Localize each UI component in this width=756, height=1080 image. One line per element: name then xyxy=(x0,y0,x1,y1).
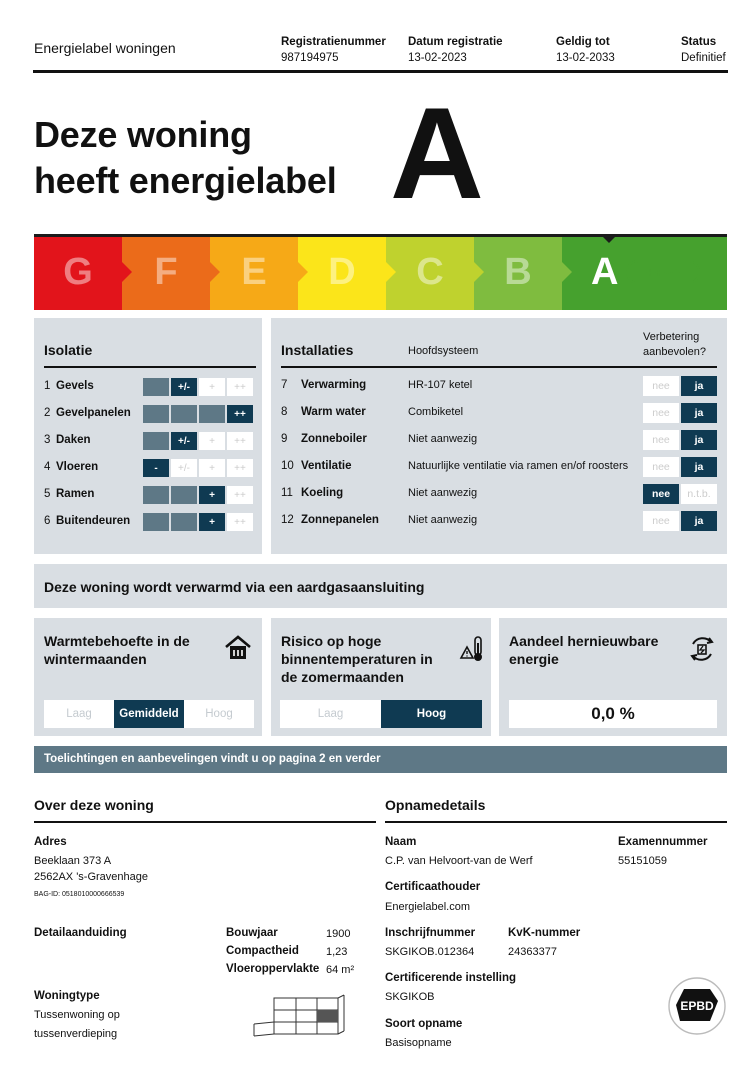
recommendation-indicator xyxy=(643,403,717,423)
kvk-label: KvK-nummer xyxy=(508,927,581,939)
epbd-logo-text: EPBD xyxy=(680,999,714,1013)
recommendation-indicator xyxy=(643,511,717,531)
isolatie-title: Isolatie xyxy=(44,342,93,358)
rating-cell: - xyxy=(143,459,169,477)
isolatie-row xyxy=(44,486,256,504)
installaties-panel xyxy=(271,318,727,554)
hernieuwbaar-panel xyxy=(499,618,727,736)
registration-label: Registratienummer xyxy=(281,36,386,48)
rating-cell xyxy=(171,486,197,504)
vloeroppervlakte-label: Vloeroppervlakte xyxy=(226,963,320,975)
row-label: Gevelpanelen xyxy=(56,407,131,419)
status-label: Status xyxy=(681,36,717,48)
segment-arrow xyxy=(474,262,484,282)
detail-label: Detailaanduiding xyxy=(34,927,127,939)
epbd-logo xyxy=(666,975,728,1042)
hernieuwbaar-value: 0,0 % xyxy=(509,700,717,728)
installaties-title: Installaties xyxy=(281,342,354,358)
energy-class-letter: A xyxy=(591,250,619,293)
energy-class-f xyxy=(122,234,210,310)
certificaathouder-value: Energielabel.com xyxy=(385,901,470,913)
installatie-row xyxy=(281,403,721,423)
installatie-row xyxy=(281,484,721,504)
row-number: 2 xyxy=(44,407,51,419)
rating-cells xyxy=(143,378,253,396)
opname-rule xyxy=(385,821,727,823)
rating-cell xyxy=(143,405,169,423)
rating-cell: ++ xyxy=(227,513,253,531)
row-number: 5 xyxy=(44,488,51,500)
energy-class-letter: C xyxy=(416,250,444,293)
verbetering-header: Verbetering aanbevolen? xyxy=(643,331,707,358)
rating-cell: ++ xyxy=(227,405,253,423)
rating-cell: +/- xyxy=(171,378,197,396)
energy-scale-top-line xyxy=(34,234,727,237)
compactheid-value: 1,23 xyxy=(326,946,348,958)
rating-cell: + xyxy=(199,459,225,477)
house-heat-icon xyxy=(224,634,252,667)
row-number: 4 xyxy=(44,461,51,473)
rating-cells xyxy=(143,513,253,531)
isolatie-row xyxy=(44,459,256,477)
rating-cells xyxy=(143,405,253,423)
yes-option: ja xyxy=(681,376,717,396)
row-number: 9 xyxy=(281,433,288,445)
row-label: Verwarming xyxy=(301,379,367,391)
rating-cell xyxy=(171,513,197,531)
energy-class-b xyxy=(474,234,562,310)
no-option: nee xyxy=(643,484,679,504)
instelling-label: Certificerende instelling xyxy=(385,972,517,984)
warmte-panel xyxy=(34,618,262,736)
rating-cell: + xyxy=(199,432,225,450)
soort-opname-label: Soort opname xyxy=(385,1018,463,1030)
heating-banner-text: Deze woning wordt verwarmd via een aardgasaansluiting xyxy=(44,579,425,595)
segment-arrow xyxy=(298,262,308,282)
row-number: 7 xyxy=(281,379,288,391)
woningtype-line-2: tussenverdieping xyxy=(34,1028,118,1040)
no-option: nee xyxy=(643,403,679,423)
registration-value: 987194975 xyxy=(281,52,339,64)
rating-cells xyxy=(143,486,253,504)
header-divider xyxy=(33,70,728,73)
rating-cell: + xyxy=(199,378,225,396)
energy-class-d xyxy=(298,234,386,310)
risico-option-laag: Laag xyxy=(280,700,381,728)
adres-label: Adres xyxy=(34,836,67,848)
rating-cell xyxy=(171,405,197,423)
row-number: 6 xyxy=(44,515,51,527)
isolatie-row xyxy=(44,513,256,531)
isolatie-panel xyxy=(34,318,262,554)
yes-option: ja xyxy=(681,457,717,477)
woningtype-line-1: Tussenwoning op xyxy=(34,1009,120,1021)
plus-indicator: ++++ xyxy=(626,260,700,284)
rating-cell xyxy=(143,432,169,450)
bouwjaar-label: Bouwjaar xyxy=(226,927,278,939)
row-system: Niet aanwezig xyxy=(408,487,478,499)
row-system: Natuurlijke ventilatie via ramen en/of roosters xyxy=(408,460,629,472)
no-option: nee xyxy=(643,457,679,477)
installatie-row xyxy=(281,430,721,450)
energy-class-a xyxy=(562,234,727,310)
risico-option-hoog: Hoog xyxy=(381,700,482,728)
row-label: Zonnepanelen xyxy=(301,514,379,526)
installatie-row xyxy=(281,511,721,531)
warmte-scale xyxy=(44,700,254,728)
naam-value: C.P. van Helvoort-van de Werf xyxy=(385,855,533,867)
row-label: Buitendeuren xyxy=(56,515,131,527)
warmte-title: Warmtebehoefte in de wintermaanden xyxy=(44,633,190,667)
risico-scale xyxy=(280,700,482,728)
naam-label: Naam xyxy=(385,836,417,848)
rating-cell: + xyxy=(199,486,225,504)
rating-cell: ++ xyxy=(227,432,253,450)
risico-title: Risico op hoge binnentemperaturen in de zomermaanden xyxy=(281,633,433,685)
headline-line-1: Deze woning xyxy=(34,114,252,155)
warmte-option-hoog: Hoog xyxy=(184,700,254,728)
rating-cells xyxy=(143,432,253,450)
nvt-option: n.t.b. xyxy=(681,484,717,504)
row-number: 11 xyxy=(281,487,293,499)
rating-cell: ++ xyxy=(227,486,253,504)
opname-title: Opnamedetails xyxy=(385,797,486,813)
date-label: Datum registratie xyxy=(408,36,503,48)
energy-label-letter: A xyxy=(390,80,484,226)
renewable-cycle-icon xyxy=(687,634,717,669)
no-option: nee xyxy=(643,430,679,450)
examen-label: Examennummer xyxy=(618,836,708,848)
segment-arrow xyxy=(562,262,572,282)
rating-cell xyxy=(143,486,169,504)
row-label: Warm water xyxy=(301,406,366,418)
no-option: nee xyxy=(643,376,679,396)
risico-panel xyxy=(271,618,491,736)
row-label: Vloeren xyxy=(56,461,99,473)
energy-class-letter: F xyxy=(154,250,178,293)
status-value: Definitief xyxy=(681,52,726,64)
yes-option: ja xyxy=(681,511,717,531)
apartment-building-icon xyxy=(252,994,348,1045)
date-value: 13-02-2023 xyxy=(408,52,467,64)
energy-class-c xyxy=(386,234,474,310)
kvk-value: 24363377 xyxy=(508,946,557,958)
energy-class-letter: E xyxy=(241,250,267,293)
recommendation-indicator xyxy=(643,430,717,450)
energy-class-letter: B xyxy=(504,250,532,293)
row-label: Koeling xyxy=(301,487,344,499)
headline-line-2: heeft energielabel xyxy=(34,160,337,201)
recommendation-indicator xyxy=(643,376,717,396)
toelichting-note: Toelichtingen en aanbevelingen vindt u op pagina 2 en verder xyxy=(34,746,727,773)
examen-value: 55151059 xyxy=(618,855,667,867)
soort-opname-value: Basisopname xyxy=(385,1037,452,1049)
woningtype-label: Woningtype xyxy=(34,990,100,1002)
row-number: 1 xyxy=(44,380,51,392)
valid-until xyxy=(556,34,615,66)
segment-arrow xyxy=(386,262,396,282)
row-system: Niet aanwezig xyxy=(408,514,478,526)
yes-option: ja xyxy=(681,430,717,450)
bouwjaar-value: 1900 xyxy=(326,928,351,940)
rating-cell xyxy=(143,378,169,396)
energy-class-letter: G xyxy=(63,250,93,293)
status xyxy=(681,34,726,66)
row-system: Combiketel xyxy=(408,406,464,418)
installaties-rule xyxy=(281,366,717,368)
rating-cell: ++ xyxy=(227,459,253,477)
rating-cell: + xyxy=(199,513,225,531)
row-label: Ventilatie xyxy=(301,460,352,472)
energy-class-e xyxy=(210,234,298,310)
compactheid-label: Compactheid xyxy=(226,945,299,957)
registration-number xyxy=(281,34,386,66)
rating-cell xyxy=(199,405,225,423)
inschrijfnummer-value: SKGIKOB.012364 xyxy=(385,946,475,958)
heating-banner xyxy=(34,564,727,608)
bag-id: BAG-ID: 0518010000666539 xyxy=(34,891,125,898)
isolatie-rule xyxy=(44,366,256,368)
inschrijfnummer-label: Inschrijfnummer xyxy=(385,927,476,939)
row-system: HR-107 ketel xyxy=(408,379,473,391)
certificaathouder-label: Certificaathouder xyxy=(385,881,481,893)
rating-cell: ++ xyxy=(227,378,253,396)
registration-date xyxy=(408,34,503,66)
row-system: Niet aanwezig xyxy=(408,433,478,445)
valid-value: 13-02-2033 xyxy=(556,52,615,64)
row-label: Zonneboiler xyxy=(301,433,367,445)
energy-class-g xyxy=(34,234,122,310)
headline xyxy=(34,112,337,204)
hoofdsysteem-header: Hoofdsysteem xyxy=(408,345,479,357)
adres-line-1: Beeklaan 373 A xyxy=(34,855,112,867)
warmte-option-gemiddeld: Gemiddeld xyxy=(114,700,184,728)
no-option: nee xyxy=(643,511,679,531)
over-woning-title: Over deze woning xyxy=(34,797,154,813)
recommendation-indicator xyxy=(643,457,717,477)
rating-cell: +/- xyxy=(171,432,197,450)
yes-option: ja xyxy=(681,403,717,423)
segment-arrow xyxy=(122,262,132,282)
isolatie-row xyxy=(44,405,256,423)
row-number: 10 xyxy=(281,460,294,472)
vloeroppervlakte-value: 64 m² xyxy=(326,964,355,976)
adres-line-2: 2562AX 's-Gravenhage xyxy=(34,871,149,883)
row-label: Daken xyxy=(56,434,91,446)
rating-cells xyxy=(143,459,253,477)
document-title: Energielabel woningen xyxy=(34,40,176,56)
thermometer-warning-icon xyxy=(459,634,485,669)
installatie-row xyxy=(281,457,721,477)
instelling-value: SKGIKOB xyxy=(385,991,435,1003)
row-number: 3 xyxy=(44,434,51,446)
row-number: 12 xyxy=(281,514,294,526)
row-label: Ramen xyxy=(56,488,95,500)
rating-cell: +/- xyxy=(171,459,197,477)
recommendation-indicator xyxy=(643,484,717,504)
hernieuwbaar-title: Aandeel hernieuwbare energie xyxy=(509,633,659,667)
segment-arrow xyxy=(210,262,220,282)
row-label: Gevels xyxy=(56,380,94,392)
isolatie-row xyxy=(44,432,256,450)
installatie-row xyxy=(281,376,721,396)
valid-label: Geldig tot xyxy=(556,36,610,48)
rating-cell xyxy=(143,513,169,531)
isolatie-row xyxy=(44,378,256,396)
row-number: 8 xyxy=(281,406,288,418)
warmte-option-laag: Laag xyxy=(44,700,114,728)
energy-scale xyxy=(34,234,727,310)
energy-class-letter: D xyxy=(328,250,356,293)
over-woning-rule xyxy=(34,821,376,823)
